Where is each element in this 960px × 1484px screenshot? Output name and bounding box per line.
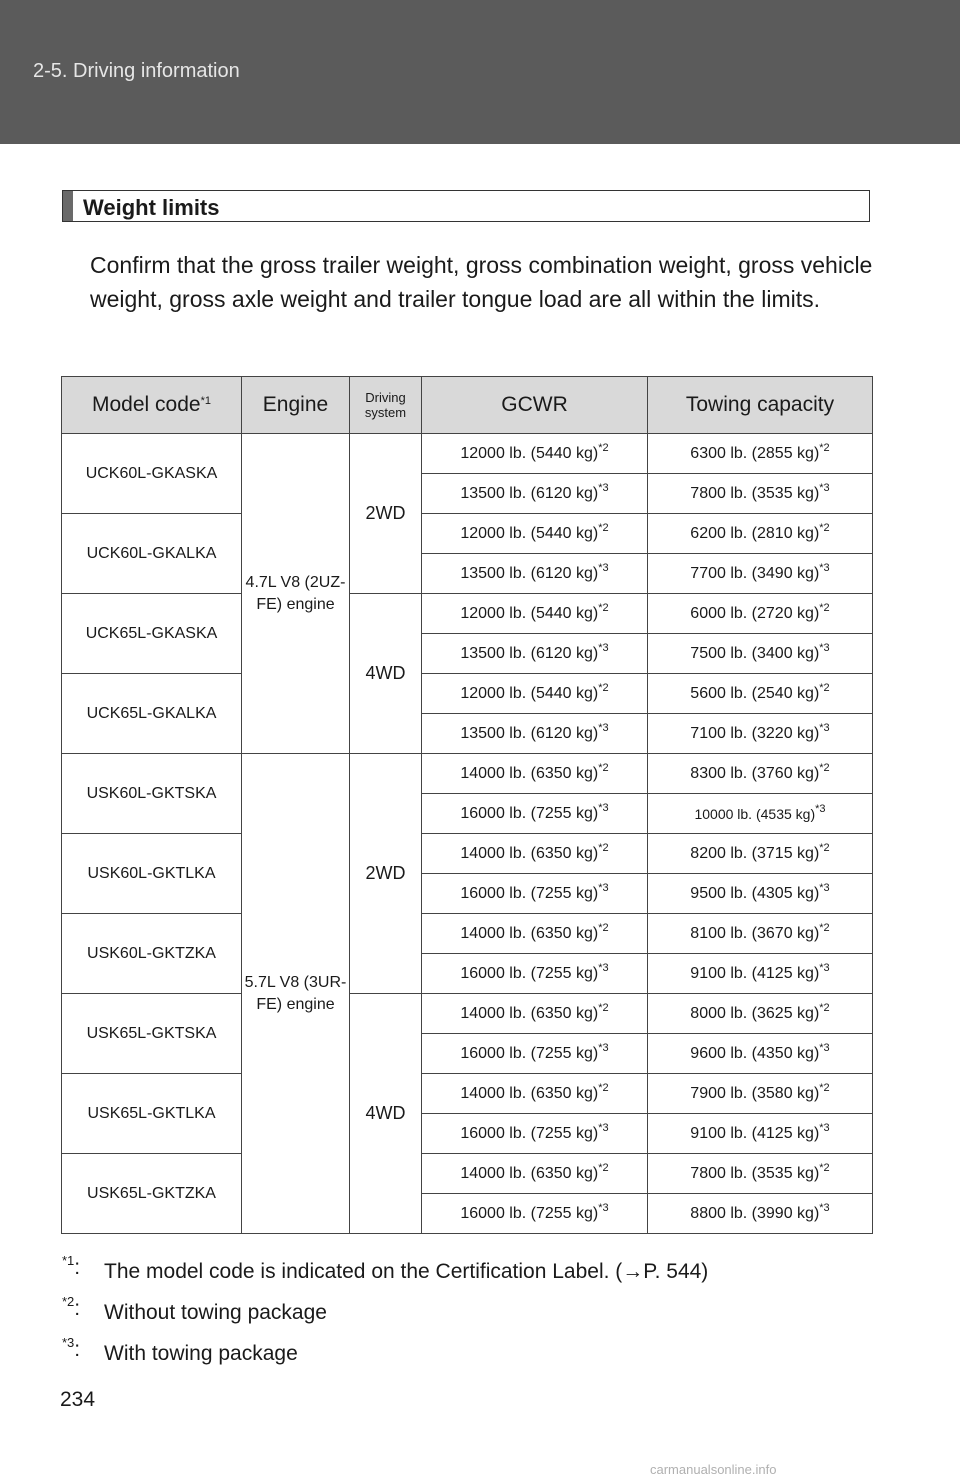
model-code-cell: USK65L-GKTZKA	[62, 1154, 242, 1234]
section-breadcrumb: 2-5. Driving information	[33, 60, 240, 82]
table-row	[62, 1154, 873, 1194]
table-row	[62, 594, 873, 634]
gcwr-cell: 16000 lb. (7255 kg)$^{*3}$	[422, 1034, 648, 1074]
model-code-cell: USK65L-GKTLKA	[62, 1074, 242, 1154]
footnote-text: With towing package	[104, 1342, 298, 1365]
engine-cell: 4.7L V8 (2UZ-FE) engine	[242, 434, 350, 754]
intro-paragraph: Confirm that the gross trailer weight, gross combination weight, gross vehicle weight, gross axle weight and trailer tongue load are all within the limits.	[90, 252, 873, 312]
towing-capacity-cell: 6300 lb. (2855 kg)$^{*2}$	[648, 434, 873, 474]
towing-capacity-cell: 7900 lb. (3580 kg)$^{*2}$	[648, 1074, 873, 1114]
model-code-cell: UCK65L-GKASKA	[62, 594, 242, 674]
towing-spec-table	[61, 376, 873, 1234]
towing-capacity-cell: 7800 lb. (3535 kg)$^{*2}$	[648, 1154, 873, 1194]
gcwr-cell: 16000 lb. (7255 kg)$^{*3}$	[422, 1114, 648, 1154]
gcwr-cell: 12000 lb. (5440 kg)$^{*2}$	[422, 594, 648, 634]
footnote-1	[62, 1253, 882, 1297]
gcwr-cell: 12000 lb. (5440 kg)$^{*2}$	[422, 674, 648, 714]
towing-capacity-cell: 7800 lb. (3535 kg)$^{*3}$	[648, 474, 873, 514]
gcwr-cell: 13500 lb. (6120 kg)$^{*3}$	[422, 554, 648, 594]
footnote-text: The model code is indicated on the Certification Label. (→P. 544)	[104, 1260, 709, 1283]
footnote-3	[62, 1335, 882, 1379]
footnote-2	[62, 1294, 882, 1338]
table-row	[62, 514, 873, 554]
gcwr-cell: 12000 lb. (5440 kg)$^{*2}$	[422, 434, 648, 474]
towing-capacity-cell: 7700 lb. (3490 kg)$^{*3}$	[648, 554, 873, 594]
gcwr-cell: 14000 lb. (6350 kg)$^{*2}$	[422, 834, 648, 874]
gcwr-cell: 14000 lb. (6350 kg)$^{*2}$	[422, 754, 648, 794]
footnote-mark: $^{*1}$:	[62, 1253, 81, 1279]
driving-system-cell: 2WD	[350, 754, 422, 994]
towing-capacity-cell: 8100 lb. (3670 kg)$^{*2}$	[648, 914, 873, 954]
gcwr-cell: 13500 lb. (6120 kg)$^{*3}$	[422, 714, 648, 754]
gcwr-cell: 16000 lb. (7255 kg)$^{*3}$	[422, 954, 648, 994]
towing-capacity-cell: 6200 lb. (2810 kg)$^{*2}$	[648, 514, 873, 554]
header-model-code: Model code$^{*1}$	[62, 377, 242, 434]
gcwr-cell: 13500 lb. (6120 kg)$^{*3}$	[422, 634, 648, 674]
model-code-cell: USK65L-GKTSKA	[62, 994, 242, 1074]
towing-capacity-cell: 5600 lb. (2540 kg)$^{*2}$	[648, 674, 873, 714]
header-gcwr: GCWR	[422, 377, 648, 434]
section-heading-bar	[63, 191, 73, 221]
towing-capacity-cell: 9100 lb. (4125 kg)$^{*3}$	[648, 954, 873, 994]
model-code-cell: UCK60L-GKALKA	[62, 514, 242, 594]
header-driving-system: Driving system	[350, 377, 422, 434]
watermark: carmanualsonline.info	[650, 1462, 777, 1477]
model-code-cell: UCK65L-GKALKA	[62, 674, 242, 754]
table-row	[62, 754, 873, 794]
towing-capacity-cell: 8000 lb. (3625 kg)$^{*2}$	[648, 994, 873, 1034]
model-code-cell: UCK60L-GKASKA	[62, 434, 242, 514]
towing-capacity-cell: 8200 lb. (3715 kg)$^{*2}$	[648, 834, 873, 874]
header-model-footnote-mark: *1	[200, 395, 211, 407]
towing-capacity-cell: 8800 lb. (3990 kg)$^{*3}$	[648, 1194, 873, 1234]
towing-capacity-cell: 6000 lb. (2720 kg)$^{*2}$	[648, 594, 873, 634]
towing-capacity-cell: 7500 lb. (3400 kg)$^{*3}$	[648, 634, 873, 674]
table-header-row	[62, 377, 873, 434]
model-code-cell: USK60L-GKTLKA	[62, 834, 242, 914]
towing-capacity-cell: 7100 lb. (3220 kg)$^{*3}$	[648, 714, 873, 754]
gcwr-cell: 14000 lb. (6350 kg)$^{*2}$	[422, 914, 648, 954]
footnotes	[62, 1253, 882, 1379]
model-code-cell: USK60L-GKTSKA	[62, 754, 242, 834]
header-engine: Engine	[242, 377, 350, 434]
driving-system-cell: 4WD	[350, 594, 422, 754]
model-code-cell: USK60L-GKTZKA	[62, 914, 242, 994]
driving-system-cell: 2WD	[350, 434, 422, 594]
towing-capacity-cell: 9100 lb. (4125 kg)$^{*3}$	[648, 1114, 873, 1154]
gcwr-cell: 14000 lb. (6350 kg)$^{*2}$	[422, 994, 648, 1034]
towing-capacity-cell: 9600 lb. (4350 kg)$^{*3}$	[648, 1034, 873, 1074]
gcwr-cell: 16000 lb. (7255 kg)$^{*3}$	[422, 794, 648, 834]
towing-capacity-cell: 10000 lb. (4535 kg)$^{*3}$	[648, 794, 873, 834]
gcwr-cell: 16000 lb. (7255 kg)$^{*3}$	[422, 874, 648, 914]
driving-system-cell: 4WD	[350, 994, 422, 1234]
header-band	[0, 0, 960, 144]
footnote-text: Without towing package	[104, 1301, 327, 1324]
gcwr-cell: 16000 lb. (7255 kg)$^{*3}$	[422, 1194, 648, 1234]
gcwr-cell: 14000 lb. (6350 kg)$^{*2}$	[422, 1154, 648, 1194]
towing-capacity-cell: 8300 lb. (3760 kg)$^{*2}$	[648, 754, 873, 794]
footnote-mark: $^{*3}$:	[62, 1335, 81, 1361]
footnote-mark: $^{*2}$:	[62, 1294, 81, 1320]
section-title: Weight limits	[83, 195, 220, 220]
page-number: 234	[60, 1388, 96, 1411]
table-row	[62, 674, 873, 714]
section-heading-box	[62, 190, 870, 222]
engine-cell: 5.7L V8 (3UR-FE) engine	[242, 754, 350, 1234]
table-row	[62, 1074, 873, 1114]
table-row	[62, 914, 873, 954]
table-row	[62, 994, 873, 1034]
towing-capacity-cell: 9500 lb. (4305 kg)$^{*3}$	[648, 874, 873, 914]
table-row	[62, 434, 873, 474]
header-towing-capacity: Towing capacity	[648, 377, 873, 434]
gcwr-cell: 12000 lb. (5440 kg)$^{*2}$	[422, 514, 648, 554]
table-row	[62, 834, 873, 874]
gcwr-cell: 13500 lb. (6120 kg)$^{*3}$	[422, 474, 648, 514]
gcwr-cell: 14000 lb. (6350 kg)$^{*2}$	[422, 1074, 648, 1114]
